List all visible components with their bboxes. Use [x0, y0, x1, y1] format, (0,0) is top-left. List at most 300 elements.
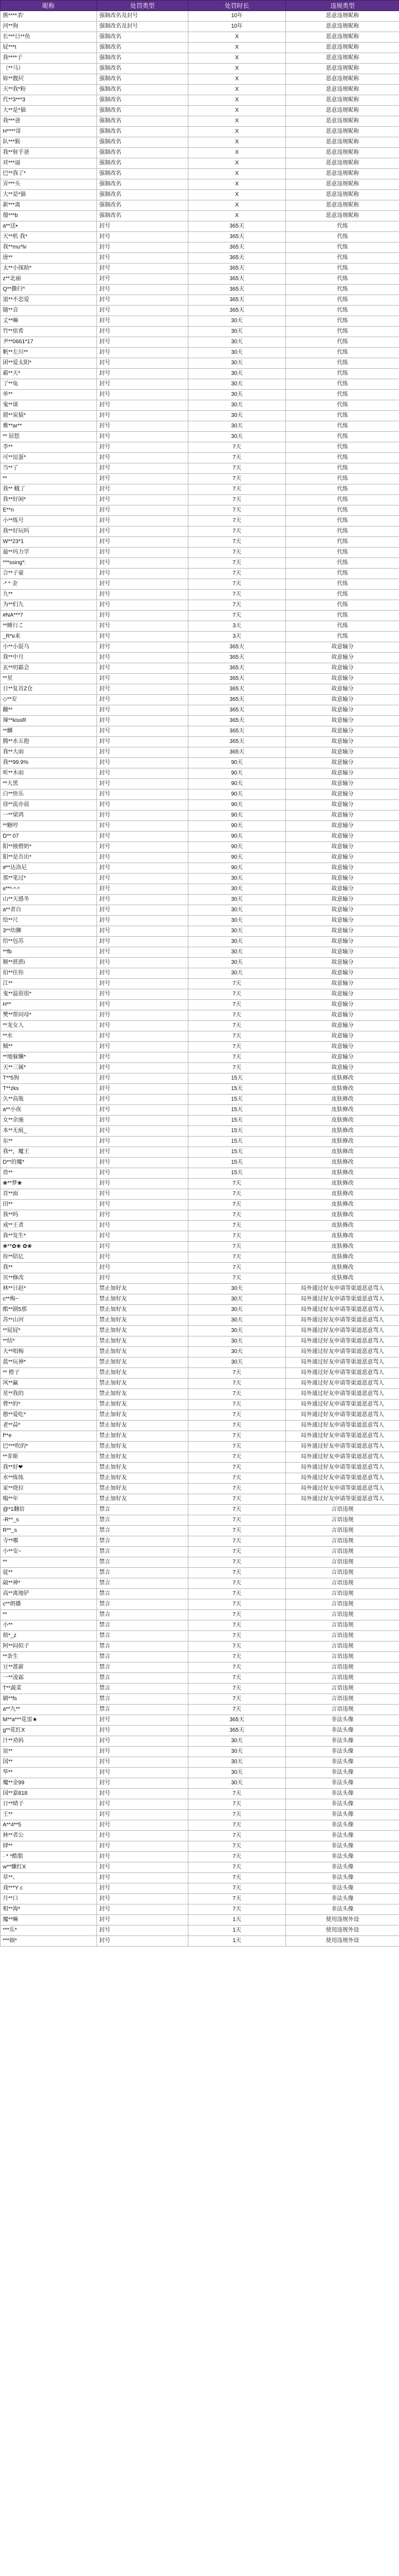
table-row — [1, 1389, 399, 1400]
penalty-type-cell: 封号 — [97, 947, 188, 958]
table-row — [1, 1799, 399, 1810]
penalty-type-cell: 禁止加好友 — [97, 1315, 188, 1326]
nickname-cell: 听**木雨 — [1, 768, 97, 779]
nickname-cell: 我**好闲* — [1, 495, 97, 505]
violation-type-cell: 皮肤修改 — [286, 1210, 399, 1221]
table-row — [1, 979, 399, 989]
table-row — [1, 1095, 399, 1105]
penalty-duration-cell: 7天 — [188, 516, 286, 526]
penalty-duration-cell: 7天 — [188, 1820, 286, 1831]
table-row — [1, 1421, 399, 1431]
table-row — [1, 337, 399, 348]
penalty-type-cell: 封号 — [97, 232, 188, 242]
penalty-duration-cell: 15天 — [188, 1116, 286, 1126]
table-row — [1, 1925, 399, 1936]
violation-type-cell: 局外通过好友申请等渠道恶意骂人 — [286, 1410, 399, 1421]
violation-type-cell: 非法头像 — [286, 1715, 399, 1726]
table-row — [1, 737, 399, 747]
table-row — [1, 1326, 399, 1336]
violation-type-cell: 局外通过好友申请等渠道恶意骂人 — [286, 1294, 399, 1305]
penalty-duration-cell: 90天 — [188, 779, 286, 789]
table-row — [1, 1694, 399, 1705]
violation-type-cell: 故意输分 — [286, 1052, 399, 1063]
table-row — [1, 1463, 399, 1473]
penalty-type-cell: 封号 — [97, 726, 188, 737]
violation-type-cell: 代练 — [286, 516, 399, 526]
penalty-type-cell: 禁言 — [97, 1589, 188, 1599]
penalty-type-cell: 封号 — [97, 1252, 188, 1263]
violation-type-cell: 恶意违规昵称 — [286, 179, 399, 190]
table-row — [1, 1852, 399, 1862]
nickname-cell: 月**口 — [1, 1894, 97, 1904]
nickname-cell: 队***猴 — [1, 137, 97, 148]
nickname-cell: 我**99.9% — [1, 758, 97, 768]
nickname-cell: 我**好❤ — [1, 1463, 97, 1473]
violation-type-cell: 代练 — [286, 221, 399, 232]
penalty-type-cell: 封号 — [97, 1126, 188, 1137]
violation-type-cell: 代练 — [286, 579, 399, 590]
penalty-duration-cell: 7天 — [188, 1031, 286, 1042]
penalty-duration-cell: X — [188, 95, 286, 106]
nickname-cell: 鬼**谈 — [1, 400, 97, 411]
table-row — [1, 463, 399, 474]
violation-type-cell: 恶意违规昵称 — [286, 116, 399, 127]
nickname-cell: **睡行こ — [1, 621, 97, 632]
penalty-duration-cell: 7天 — [188, 1841, 286, 1852]
penalty-type-cell: 禁止加好友 — [97, 1336, 188, 1347]
violation-type-cell: 恶意违规昵称 — [286, 32, 399, 43]
table-row — [1, 1336, 399, 1347]
penalty-type-cell: 封号 — [97, 1073, 188, 1084]
violation-type-cell: 故意输分 — [286, 705, 399, 716]
nickname-cell: 巴**我了* — [1, 169, 97, 179]
violation-type-cell: 非法头像 — [286, 1883, 399, 1894]
penalty-duration-cell: 7天 — [188, 1799, 286, 1810]
penalty-type-cell: 禁止加好友 — [97, 1284, 188, 1294]
nickname-cell: 华** — [1, 1768, 97, 1778]
nickname-cell: 天**我*粉 — [1, 85, 97, 95]
penalty-type-cell: 封号 — [97, 853, 188, 863]
nickname-cell: ** — [1, 474, 97, 484]
nickname-cell: 贝**修改 — [1, 1273, 97, 1284]
penalty-duration-cell: 365天 — [188, 716, 286, 726]
penalty-duration-cell: 30天 — [188, 1305, 286, 1315]
violation-type-cell: 故意输分 — [286, 768, 399, 779]
table-row — [1, 1715, 399, 1726]
violation-type-cell: 局外通过好友申请等渠道恶意骂人 — [286, 1400, 399, 1410]
penalty-type-cell: 封号 — [97, 905, 188, 916]
table-row — [1, 1031, 399, 1042]
penalty-type-cell: 封号 — [97, 800, 188, 811]
penalty-type-cell: 禁止加好友 — [97, 1389, 188, 1400]
table-row — [1, 1631, 399, 1641]
violation-type-cell: 代练 — [286, 264, 399, 274]
penalty-type-cell: 封号 — [97, 1158, 188, 1168]
penalty-type-cell: 封号 — [97, 390, 188, 400]
penalty-duration-cell: 7天 — [188, 1042, 286, 1052]
penalty-duration-cell: 30天 — [188, 337, 286, 348]
penalty-type-cell: 封号 — [97, 1715, 188, 1726]
penalty-duration-cell: 30天 — [188, 968, 286, 979]
table-row — [1, 400, 399, 411]
penalty-duration-cell: X — [188, 43, 286, 53]
violation-type-cell: 代练 — [286, 337, 399, 348]
penalty-type-cell: 禁言 — [97, 1673, 188, 1684]
penalty-type-cell: 禁止加好友 — [97, 1368, 188, 1379]
penalty-type-cell: 禁止加好友 — [97, 1400, 188, 1410]
nickname-cell: -* * 金 — [1, 579, 97, 590]
violation-type-cell: 故意输分 — [286, 684, 399, 695]
nickname-cell: 樊**帮同母* — [1, 1010, 97, 1021]
nickname-cell: 兽** — [1, 1168, 97, 1179]
penalty-duration-cell: 7天 — [188, 1631, 286, 1641]
nickname-cell: 巴***吹的* — [1, 1442, 97, 1452]
violation-type-cell: 局外通过好友申请等渠道恶意骂人 — [286, 1284, 399, 1294]
table-row — [1, 1147, 399, 1158]
penalty-duration-cell: 30天 — [188, 1768, 286, 1778]
nickname-cell: a**送• — [1, 221, 97, 232]
penalty-duration-cell: 30天 — [188, 1357, 286, 1368]
violation-type-cell: 局外通过好友申请等渠道恶意骂人 — [286, 1315, 399, 1326]
violation-type-cell: 恶意违规昵称 — [286, 43, 399, 53]
penalty-type-cell: 封号 — [97, 1242, 188, 1252]
violation-type-cell: 故意输分 — [286, 1063, 399, 1073]
nickname-cell: 贼** — [1, 1042, 97, 1052]
violation-type-cell: 故意输分 — [286, 832, 399, 842]
penalty-type-cell: 封号 — [97, 1936, 188, 1947]
penalty-type-cell: 强制改名 — [97, 211, 188, 221]
nickname-cell: -R**_s — [1, 1515, 97, 1526]
table-row — [1, 958, 399, 968]
table-row — [1, 1936, 399, 1947]
violation-type-cell: 代练 — [286, 316, 399, 327]
nickname-cell: 伯**住你 — [1, 968, 97, 979]
table-row — [1, 1126, 399, 1137]
table-row — [1, 642, 399, 653]
penalty-duration-cell: 7天 — [188, 1063, 286, 1073]
violation-type-cell: 非法头像 — [286, 1852, 399, 1862]
table-row — [1, 1652, 399, 1663]
violation-type-cell: 言语违规 — [286, 1610, 399, 1620]
violation-type-cell: 故意输分 — [286, 863, 399, 874]
penalty-type-cell: 禁言 — [97, 1694, 188, 1705]
table-row — [1, 474, 399, 484]
violation-type-cell: 言语违规 — [286, 1620, 399, 1631]
nickname-cell: 水**练练 — [1, 1473, 97, 1484]
nickname-cell: 憨**爱吃* — [1, 1410, 97, 1421]
nickname-cell: 猪**炭猿* — [1, 411, 97, 421]
violation-type-cell: 言语违规 — [286, 1505, 399, 1515]
table-row — [1, 548, 399, 558]
table-row — [1, 1200, 399, 1210]
table-row — [1, 1263, 399, 1273]
table-row — [1, 758, 399, 768]
nickname-cell: **星 — [1, 674, 97, 684]
penalty-duration-cell: 90天 — [188, 853, 286, 863]
penalty-type-cell: 封号 — [97, 684, 188, 695]
table-row — [1, 348, 399, 358]
table-row — [1, 537, 399, 548]
nickname-cell: a**小夜 — [1, 1105, 97, 1116]
nickname-cell: 那**笔过* — [1, 874, 97, 884]
penalty-type-cell: 封号 — [97, 1883, 188, 1894]
penalty-duration-cell: 30天 — [188, 947, 286, 958]
penalty-type-cell: 封号 — [97, 1095, 188, 1105]
nickname-cell: 山**天感冬 — [1, 895, 97, 905]
penalty-duration-cell: 7天 — [188, 1589, 286, 1599]
penalty-duration-cell: 365天 — [188, 295, 286, 306]
penalty-duration-cell: 7天 — [188, 1526, 286, 1536]
penalty-duration-cell: 7天 — [188, 611, 286, 621]
penalty-duration-cell: 1天 — [188, 1915, 286, 1925]
penalty-duration-cell: 30天 — [188, 327, 286, 337]
penalty-duration-cell: 30天 — [188, 1326, 286, 1336]
penalty-type-cell: 禁止加好友 — [97, 1463, 188, 1473]
penalty-duration-cell: 90天 — [188, 811, 286, 821]
penalty-duration-cell: 7天 — [188, 1894, 286, 1904]
violation-type-cell: 故意输分 — [286, 979, 399, 989]
table-row — [1, 569, 399, 579]
penalty-duration-cell: 7天 — [188, 1568, 286, 1578]
nickname-cell: 我**好玩吗 — [1, 526, 97, 537]
nickname-cell: 汁**劝妈 — [1, 1736, 97, 1747]
nickname-cell: 我**射手爸 — [1, 148, 97, 158]
nickname-cell: 我** 蛾了 — [1, 484, 97, 495]
penalty-duration-cell: 365天 — [188, 264, 286, 274]
penalty-duration-cell: 365天 — [188, 1726, 286, 1736]
penalty-duration-cell: 90天 — [188, 800, 286, 811]
nickname-cell: 我**，魔王 — [1, 1147, 97, 1158]
nickname-cell: **麟 — [1, 726, 97, 737]
penalty-type-cell: 禁言 — [97, 1515, 188, 1526]
penalty-duration-cell: 7天 — [188, 526, 286, 537]
penalty-type-cell: 封号 — [97, 779, 188, 789]
penalty-duration-cell: 7天 — [188, 1547, 286, 1557]
penalty-duration-cell: 30天 — [188, 895, 286, 905]
table-row — [1, 1831, 399, 1841]
violation-type-cell: 故意输分 — [286, 1010, 399, 1021]
nickname-cell: a**九** — [1, 1705, 97, 1715]
penalty-type-cell: 封号 — [97, 432, 188, 442]
nickname-cell: 魔**金99 — [1, 1778, 97, 1789]
nickname-cell: Q**撕归^ — [1, 285, 97, 295]
penalty-duration-cell: 15天 — [188, 1147, 286, 1158]
penalty-type-cell: 封号 — [97, 316, 188, 327]
nickname-cell: 霸**天* — [1, 369, 97, 379]
table-row — [1, 1084, 399, 1095]
violation-type-cell: 故意输分 — [286, 958, 399, 968]
nickname-cell: 新***离 — [1, 200, 97, 211]
table-row — [1, 432, 399, 442]
penalty-duration-cell: X — [188, 190, 286, 200]
nickname-cell: E**n — [1, 505, 97, 516]
violation-type-cell: 故意输分 — [286, 653, 399, 663]
violation-type-cell: 非法头像 — [286, 1831, 399, 1841]
penalty-type-cell: 封号 — [97, 1841, 188, 1852]
violation-type-cell: 恶意违规昵称 — [286, 106, 399, 116]
violation-type-cell: 非法头像 — [286, 1799, 399, 1810]
nickname-cell: w**赚红X — [1, 1862, 97, 1873]
table-row — [1, 1189, 399, 1200]
penalty-type-cell: 封号 — [97, 1105, 188, 1116]
penalty-duration-cell: 15天 — [188, 1073, 286, 1084]
penalty-type-cell: 封号 — [97, 253, 188, 264]
violation-type-cell: 恶意违规昵称 — [286, 200, 399, 211]
table-row — [1, 274, 399, 285]
penalty-duration-cell: 7天 — [188, 1263, 286, 1273]
header-penalty-type: 处罚类型 — [97, 1, 188, 11]
penalty-type-cell: 封号 — [97, 1000, 188, 1010]
nickname-cell: 大**唱梅 — [1, 1347, 97, 1357]
nickname-cell: 风**赢 — [1, 1379, 97, 1389]
violation-type-cell: 代练 — [286, 526, 399, 537]
table-row — [1, 1768, 399, 1778]
table-row — [1, 32, 399, 43]
violation-type-cell: 恶意违规昵称 — [286, 22, 399, 32]
nickname-cell: 曹**的* — [1, 1400, 97, 1410]
penalty-duration-cell: 365天 — [188, 726, 286, 737]
penalty-type-cell: 禁言 — [97, 1705, 188, 1715]
nickname-cell: 给**包苏 — [1, 937, 97, 947]
penalty-type-cell: 封号 — [97, 1052, 188, 1063]
penalty-type-cell: 禁言 — [97, 1568, 188, 1578]
penalty-type-cell: 强制改名及封号 — [97, 22, 188, 32]
penalty-type-cell: 强制改名 — [97, 116, 188, 127]
nickname-cell: **地躲懒* — [1, 1052, 97, 1063]
violation-type-cell: 故意输分 — [286, 989, 399, 1000]
penalty-type-cell: 强制改名 — [97, 148, 188, 158]
penalty-duration-cell: 7天 — [188, 1694, 286, 1705]
table-row — [1, 116, 399, 127]
penalty-type-cell: 封号 — [97, 369, 188, 379]
nickname-cell: 我**大雨 — [1, 747, 97, 758]
penalty-duration-cell: 7天 — [188, 1494, 286, 1505]
penalty-type-cell: 强制改名 — [97, 137, 188, 148]
nickname-cell: 嗡**年 — [1, 1494, 97, 1505]
penalty-type-cell: 强制改名 — [97, 85, 188, 95]
violation-type-cell: 代练 — [286, 411, 399, 421]
penalty-type-cell: 封号 — [97, 884, 188, 895]
nickname-cell: 我****子 — [1, 53, 97, 64]
table-row — [1, 495, 399, 505]
penalty-type-cell: 封号 — [97, 400, 188, 411]
penalty-type-cell: 封号 — [97, 264, 188, 274]
nickname-cell: 我**发生* — [1, 1231, 97, 1242]
table-row — [1, 516, 399, 526]
violation-type-cell: 代练 — [286, 421, 399, 432]
penalty-duration-cell: 7天 — [188, 505, 286, 516]
nickname-cell: 河**狗 — [1, 22, 97, 32]
nickname-cell: 绘**尺 — [1, 916, 97, 926]
violation-type-cell: 故意输分 — [286, 853, 399, 863]
table-row — [1, 453, 399, 463]
penalty-type-cell: 禁言 — [97, 1578, 188, 1589]
penalty-duration-cell: 365天 — [188, 684, 286, 695]
violation-type-cell: 代练 — [286, 348, 399, 358]
violation-type-cell: 故意输分 — [286, 947, 399, 958]
penalty-duration-cell: 365天 — [188, 705, 286, 716]
nickname-cell: **大黑 — [1, 779, 97, 789]
nickname-cell: 随**音 — [1, 306, 97, 316]
violation-type-cell: 使用违规外设 — [286, 1936, 399, 1947]
penalty-type-cell: 强制改名 — [97, 95, 188, 106]
violation-type-cell: 故意输分 — [286, 821, 399, 832]
penalty-duration-cell: 7天 — [188, 1652, 286, 1663]
penalty-type-cell: 封号 — [97, 1263, 188, 1273]
penalty-duration-cell: 7天 — [188, 1620, 286, 1631]
penalty-duration-cell: 365天 — [188, 642, 286, 653]
nickname-cell: 日**晴子 — [1, 1799, 97, 1810]
penalty-duration-cell: 15天 — [188, 1105, 286, 1116]
nickname-cell: T**5狗 — [1, 1073, 97, 1084]
table-row — [1, 242, 399, 253]
violation-type-cell: 言语违规 — [286, 1641, 399, 1652]
nickname-cell: ❀**梦❀ — [1, 1179, 97, 1189]
violation-type-cell: 代练 — [286, 590, 399, 600]
penalty-duration-cell: 7天 — [188, 1473, 286, 1484]
penalty-type-cell: 封号 — [97, 537, 188, 548]
penalty-duration-cell: 7天 — [188, 1515, 286, 1526]
penalty-type-cell: 强制改名 — [97, 169, 188, 179]
penalty-type-cell: 禁止加好友 — [97, 1452, 188, 1463]
table-row — [1, 1073, 399, 1084]
table-row — [1, 1294, 399, 1305]
violation-type-cell: 代练 — [286, 442, 399, 453]
penalty-duration-cell: 7天 — [188, 1400, 286, 1410]
penalty-duration-cell: 7天 — [188, 1904, 286, 1915]
table-row — [1, 726, 399, 737]
penalty-type-cell: 封号 — [97, 358, 188, 369]
table-row — [1, 1242, 399, 1252]
penalty-type-cell: 封号 — [97, 569, 188, 579]
nickname-cell: 熊****杀' — [1, 11, 97, 22]
penalty-duration-cell: X — [188, 200, 286, 211]
nickname-cell: z**北丽 — [1, 274, 97, 285]
nickname-cell: 道**不恋爱 — [1, 295, 97, 306]
violation-type-cell: 故意输分 — [286, 874, 399, 884]
nickname-cell: （**马） — [1, 64, 97, 74]
violation-type-cell: 代练 — [286, 569, 399, 579]
table-row — [1, 1021, 399, 1031]
table-row — [1, 1673, 399, 1684]
nickname-cell: 可**逗蛋* — [1, 453, 97, 463]
nickname-cell: 阳**是吾出* — [1, 853, 97, 863]
penalty-duration-cell: X — [188, 64, 286, 74]
penalty-duration-cell: 365天 — [188, 274, 286, 285]
penalty-type-cell: 封号 — [97, 968, 188, 979]
nickname-cell: ** 屈悠 — [1, 432, 97, 442]
nickname-cell: 玄**叨霸会 — [1, 663, 97, 674]
penalty-type-cell: 封号 — [97, 505, 188, 516]
penalty-duration-cell: 7天 — [188, 1189, 286, 1200]
nickname-cell: **龙女人 — [1, 1021, 97, 1031]
nickname-cell: **屁屁* — [1, 1326, 97, 1336]
table-row — [1, 1736, 399, 1747]
penalty-type-cell: 禁止加好友 — [97, 1347, 188, 1357]
penalty-type-cell: 封号 — [97, 1231, 188, 1242]
penalty-duration-cell: 30天 — [188, 1315, 286, 1326]
violation-type-cell: 非法头像 — [286, 1904, 399, 1915]
violation-type-cell: 故意输分 — [286, 716, 399, 726]
penalty-duration-cell: 365天 — [188, 663, 286, 674]
penalty-duration-cell: 365天 — [188, 653, 286, 663]
violation-type-cell: 非法头像 — [286, 1768, 399, 1778]
violation-type-cell: 故意输分 — [286, 926, 399, 937]
penalty-duration-cell: X — [188, 106, 286, 116]
penalty-duration-cell: 7天 — [188, 1389, 286, 1400]
penalty-duration-cell: 7天 — [188, 1231, 286, 1242]
table-row — [1, 1284, 399, 1294]
